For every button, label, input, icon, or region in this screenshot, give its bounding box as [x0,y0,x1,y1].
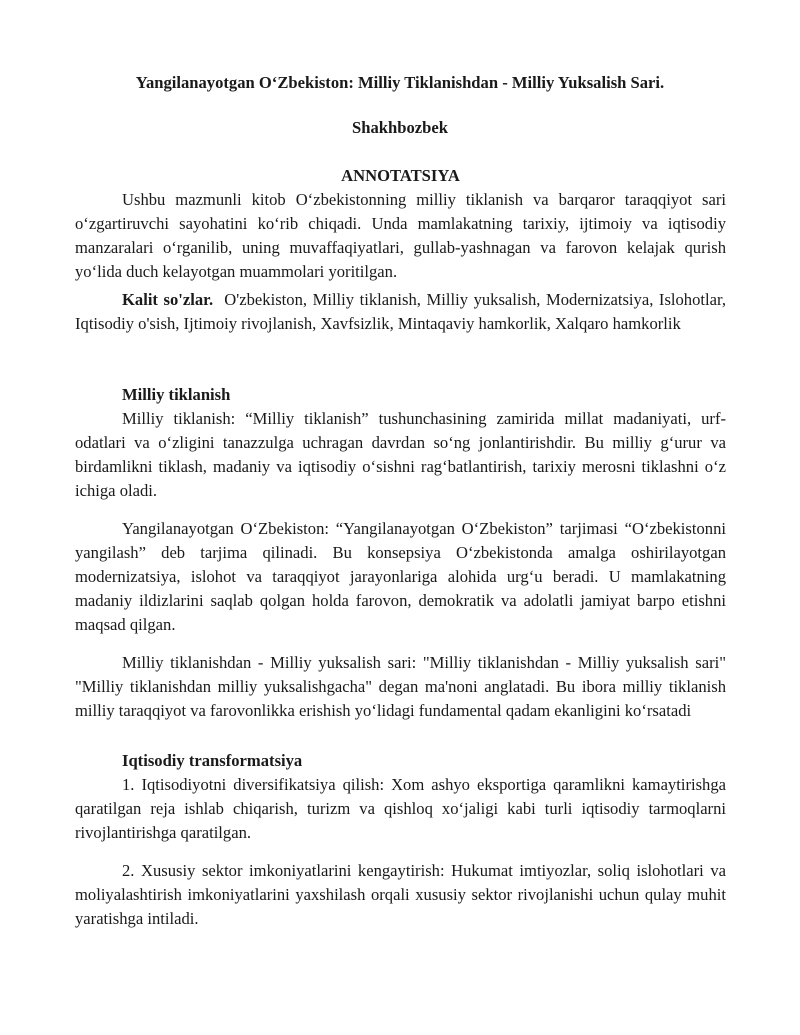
keywords-paragraph [75,288,726,336]
keywords-label: Kalit so'zlar. [122,290,214,309]
section1-paragraph-2: Yangilanayotgan O‘Zbekiston: “Yangilanayotgan O‘Zbekiston” tarjimasi “O‘zbekistonni yangilash” deb tarjima qilinadi. Bu konsepsiya O‘zbekistonda amalga oshirilayotgan modernizatsiya, islohot va taraqqiyot jarayonlariga alohida urg‘u beradi. U mamlakatning madaniy ildizlarini saqlab qolgan holda farovon, demokratik va adolatli jamiyat barpo etishni maqsad qilgan. [75,519,726,634]
keywords-list: O'zbekiston, Milliy tiklanish, Milliy yuksalish, Modernizatsiya, Islohotlar, Iqtisodiy o'sish, Ijtimoiy rivojlanish, Xavfsizlik, Mintaqaviy hamkorlik, Xalqaro hamkorlik [75,290,726,333]
section-heading-milliy-tiklanish: Milliy tiklanish [122,385,231,404]
section2-paragraph-2: 2. Xususiy sektor imkoniyatlarini kengaytirish: Hukumat imtiyozlar, soliq islohotlari va moliyalashtirish imkoniyatlarini yaxshilash orqali xususiy sektor rivojlanishi uchun qulay muhit yaratishga intiladi. [75,861,726,928]
author-name: Shakhbozbek [352,118,448,137]
annotation-paragraph: Ushbu mazmunli kitob O‘zbekistonning milliy tiklanish va barqaror taraqqiyot sari o‘zgartiruvchi sayohatini ko‘rib chiqadi. Unda mamlakatning tarixiy, ijtimoiy va iqtisodiy manzaralari o‘rganilib, uning muvaffaqiyatlari, gullab-yashnagan va farovon kelajak qurish yo‘lida duch kelayotgan muammolari yoritilgan. [75,190,726,281]
annotation-heading: ANNOTATSIYA [341,166,460,185]
section1-paragraph-3: Milliy tiklanishdan - Milliy yuksalish sari: "Milliy tiklanishdan - Milliy yuksalish sari" "Milliy tiklanishdan milliy yuksalishgacha" degan ma'noni anglatadi. Bu ibora milliy tiklanish milliy taraqqiyot va farovonlikka erishish yo‘lidagi fundamental qadam ekanligini ko‘rsatadi [75,653,726,720]
section2-paragraph-1: 1. Iqtisodiyotni diversifikatsiya qilish: Xom ashyo eksportiga qaramlikni kamaytirishga qaratilgan reja ishlab chiqarish, turizm va qishloq xo‘jaligi kabi turli iqtisodiy tarmoqlarni rivojlantirishga qaratilgan. [75,775,726,842]
document-title: Yangilanayotgan O‘Zbekiston: Milliy Tiklanishdan - Milliy Yuksalish Sari. [135,73,665,92]
section-heading-iqtisodiy-transformatsiya: Iqtisodiy transformatsiya [122,751,303,770]
section1-paragraph-1: Milliy tiklanish: “Milliy tiklanish” tushunchasining zamirida millat madaniyati, urf-odatlari va o‘zligini tanazzulga uchragan davrdan so‘ng jonlantirishdir. Bu milliy g‘urur va birdamlikni tiklash, madaniy va iqtisodiy o‘sishni rag‘batlantirish, tarixiy merosni tiklashni o‘z ichiga oladi. [75,409,726,500]
document-body [75,164,726,931]
